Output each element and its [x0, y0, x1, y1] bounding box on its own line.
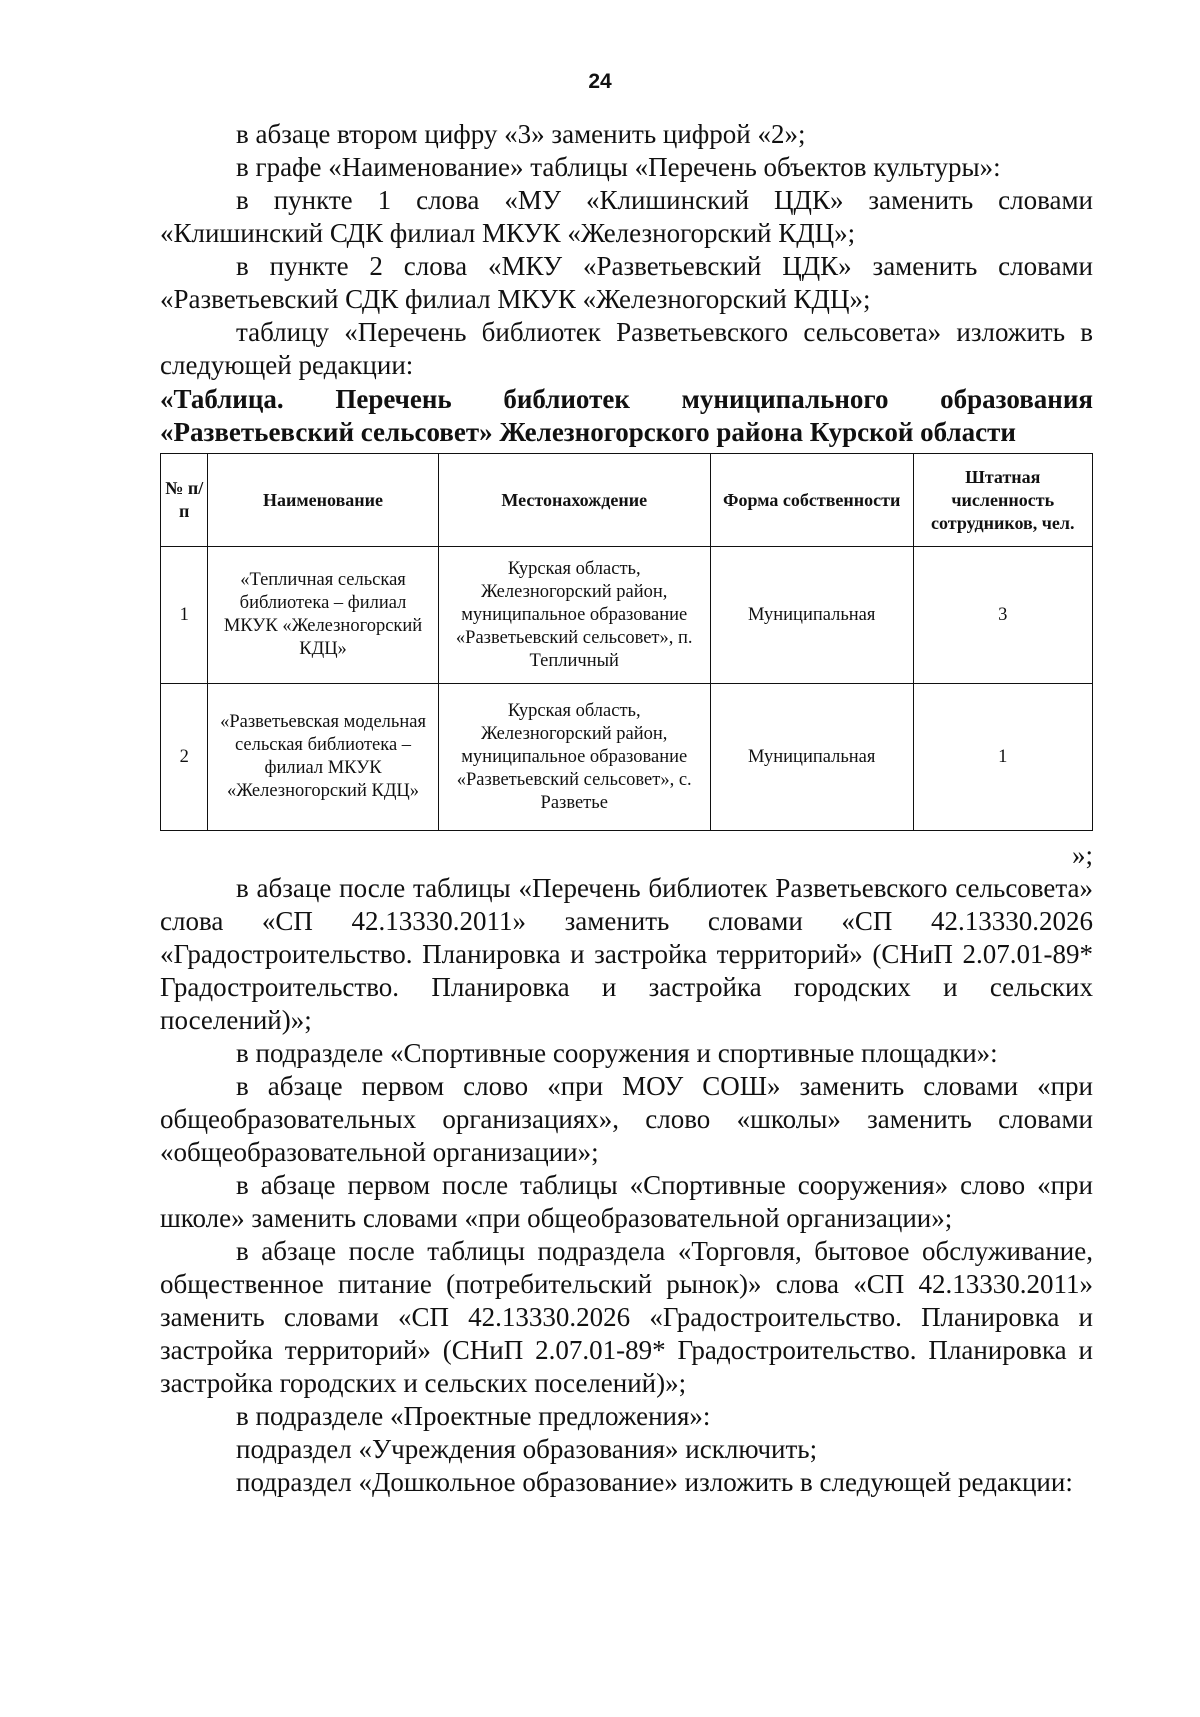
header-ownership: Форма собственности [710, 454, 913, 547]
paragraph: в пункте 1 слова «МУ «Клишинский ЦДК» заменить словами «Клишинский СДК филиал МКУК «Железногорский КДЦ»; [160, 185, 1093, 248]
header-number: № п/п [161, 454, 208, 547]
cell-name: «Разветьевская модельная сельская библиотека – филиал МКУК «Железногорский КДЦ» [208, 684, 438, 831]
cell-name: «Тепличная сельская библиотека – филиал МКУК «Железногорский КДЦ» [208, 547, 438, 684]
document-body [160, 118, 1093, 1499]
table-header-row [161, 454, 1093, 547]
table-title: «Таблица. Перечень библиотек муниципального образования «Разветьевский сельсовет» Железногорского района Курской области [160, 384, 1093, 447]
cell-number: 1 [161, 547, 208, 684]
paragraph: в абзаце после таблицы подраздела «Торговля, бытовое обслуживание, общественное питание (потребительский рынок)» слова «СП 42.13330.2011» заменить словами «СП 42.13330.2026 «Градостроительство. Планировка и застройка территорий» (СНиП 2.07.01-89* Градостроительство. Планировка и застройка городских и сельских поселений)»; [160, 1236, 1093, 1398]
paragraph: в абзаце первом слово «при МОУ СОШ» заменить словами «при общеобразовательных организациях», слово «школы» заменить словами «общеобразовательной организации»; [160, 1071, 1093, 1167]
paragraph: в пункте 2 слова «МКУ «Разветьевский ЦДК» заменить словами «Разветьевский СДК филиал МКУК «Железногорский КДЦ»; [160, 251, 1093, 314]
paragraph: в графе «Наименование» таблицы «Перечень объектов культуры»: [236, 152, 1001, 182]
paragraph: подраздел «Учреждения образования» исключить; [236, 1434, 818, 1464]
cell-staff: 3 [913, 547, 1092, 684]
table-close-quote: »; [1071, 840, 1093, 870]
cell-location: Курская область, Железногорский район, муниципальное образование «Разветьевский сельсовет», с. Разветье [438, 684, 710, 831]
table-row [161, 684, 1093, 831]
cell-ownership: Муниципальная [710, 684, 913, 831]
cell-staff: 1 [913, 684, 1092, 831]
page-number: 24 [588, 70, 612, 93]
cell-ownership: Муниципальная [710, 547, 913, 684]
header-name: Наименование [208, 454, 438, 547]
cell-location: Курская область, Железногорский район, муниципальное образование «Разветьевский сельсовет», п. Тепличный [438, 547, 710, 684]
paragraph: в абзаце первом после таблицы «Спортивные сооружения» слово «при школе» заменить словами «при общеобразовательной организации»; [160, 1170, 1093, 1233]
libraries-table [160, 453, 1093, 831]
paragraph: в подразделе «Спортивные сооружения и спортивные площадки»: [236, 1038, 998, 1068]
table-row [161, 547, 1093, 684]
paragraph: в абзаце после таблицы «Перечень библиотек Разветьевского сельсовета» слова «СП 42.13330.2011» заменить словами «СП 42.13330.2026 «Градостроительство. Планировка и застройка территорий» (СНиП 2.07.01-89* Градостроительство. Планировка и застройка городских и сельских поселений)»; [160, 873, 1093, 1035]
paragraph: в абзаце втором цифру «3» заменить цифрой «2»; [236, 119, 806, 149]
cell-number: 2 [161, 684, 208, 831]
paragraph: таблицу «Перечень библиотек Разветьевского сельсовета» изложить в следующей редакции: [160, 317, 1093, 380]
paragraph: подраздел «Дошкольное образование» изложить в следующей редакции: [236, 1467, 1073, 1497]
header-location: Местонахождение [438, 454, 710, 547]
paragraph: в подразделе «Проектные предложения»: [236, 1401, 711, 1431]
header-staff: Штатная численность сотрудников, чел. [913, 454, 1092, 547]
